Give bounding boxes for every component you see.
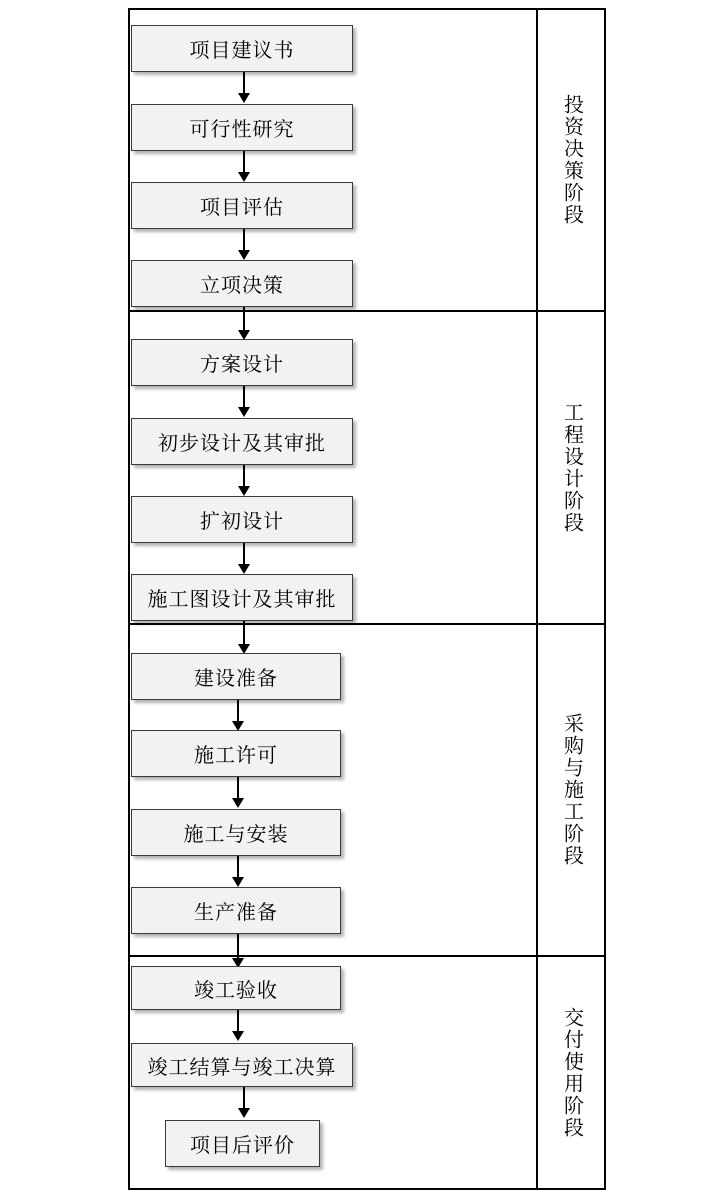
flow-node-completion-acceptance[interactable]: 竣工验收 <box>131 966 341 1010</box>
arrow-7 <box>243 543 245 565</box>
arrow-3 <box>243 229 245 251</box>
arrow-13 <box>237 1010 239 1032</box>
stage-label-handover-use: 交付使用阶段 <box>560 1006 583 1139</box>
arrow-12 <box>237 934 239 959</box>
stage-label-procurement-construction: 采购与施工阶段 <box>560 713 583 867</box>
arrow-14 <box>243 1087 245 1109</box>
flow-node-extended-preliminary-design[interactable]: 扩初设计 <box>131 496 353 543</box>
flow-node-project-proposal[interactable]: 项目建议书 <box>131 25 353 72</box>
arrow-10 <box>237 777 239 799</box>
flow-node-construction-permit[interactable]: 施工许可 <box>131 730 341 777</box>
arrow-11 <box>237 856 239 878</box>
flow-node-construction-preparation[interactable]: 建设准备 <box>131 653 341 700</box>
arrow-4 <box>243 307 245 331</box>
stage-divider-3 <box>128 955 606 957</box>
arrow-2 <box>243 151 245 173</box>
stage-label-investment-decision: 投资决策阶段 <box>560 94 583 226</box>
stage-divider-2 <box>128 623 606 625</box>
flow-node-scheme-design[interactable]: 方案设计 <box>131 339 353 386</box>
stage-divider-1 <box>128 310 606 312</box>
arrow-6 <box>243 465 245 487</box>
flow-node-construction-drawing-design-approval[interactable]: 施工图设计及其审批 <box>131 574 353 621</box>
flow-node-feasibility-study[interactable]: 可行性研究 <box>131 104 353 151</box>
flow-node-post-project-evaluation[interactable]: 项目后评价 <box>165 1120 320 1167</box>
arrow-9 <box>237 700 239 722</box>
flow-node-production-preparation[interactable]: 生产准备 <box>131 887 341 934</box>
arrow-1 <box>243 72 245 94</box>
flow-node-construction-installation[interactable]: 施工与安装 <box>131 809 341 856</box>
flow-node-final-account-settlement[interactable]: 竣工结算与竣工决算 <box>131 1043 353 1087</box>
arrow-5 <box>243 386 245 408</box>
flow-node-project-appraisal[interactable]: 项目评估 <box>131 182 353 229</box>
flow-node-preliminary-design-approval[interactable]: 初步设计及其审批 <box>131 418 353 465</box>
flow-node-approval-decision[interactable]: 立项决策 <box>131 260 353 307</box>
arrow-8 <box>243 621 245 645</box>
stage-label-engineering-design: 工程设计阶段 <box>560 401 583 534</box>
